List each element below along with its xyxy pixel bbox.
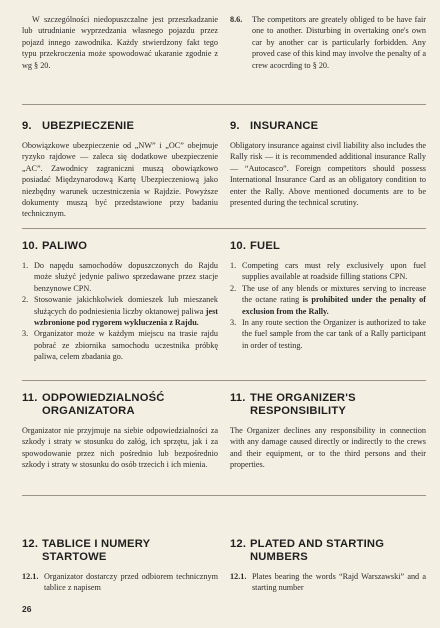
- section-divider: [22, 228, 426, 229]
- intro-block-pl: [22, 14, 218, 71]
- section-heading: 9. UBEZPIECZENIE: [22, 120, 135, 132]
- list-item: 12.1. Organizator dostarczy przed odbiorem technicznym tablice z napisem: [22, 572, 218, 593]
- section-body: Organizator nie przyjmuje na siebie odpowiedzialności za szkody i straty w stosunku do załóg, ich sprzętu, jak i za spowodowanie przez nich pośrednio lub bezpośrednio szkody i straty w stosunku do osób trzecich i ich mienia.: [22, 426, 218, 470]
- numbered-list: [22, 260, 218, 363]
- section-11-en: [230, 392, 426, 471]
- section-heading: 11. THE ORGANIZER'S RESPONSIBILITY: [230, 392, 356, 417]
- section-divider: [22, 104, 426, 105]
- intro-paragraph: W szczególności niedopuszczalne jest przeszkadzanie lub utrudnianie wyprzedzania własnego pojazdu przez pojazd innego zawodnika. Każdy stwierdzony fakt tego typu przekroczenia może spowodować ukaranie zgodnie z wg § 20.: [22, 15, 218, 70]
- section-11-pl: [22, 392, 218, 471]
- list-item: 3. Organizator może w każdym miejscu na trasie rajdu pobrać ze zbiornika samochodu uczestnika próbkę paliwa, celem zbadania go.: [22, 329, 218, 362]
- intro-paragraph: 8.6. The competitors are greately obliged to be have fair one to another. Disturbing in overtaking one's own car by another car is particularly forbidden. Any proved case of this kind may involve the penalty of a crew acocrding to § 20.: [230, 15, 426, 70]
- section-10-pl: [22, 240, 218, 363]
- list-item: 2. The use of any blends or mixtures serving to increase the octane rating is prohibited under the penalty of exclusion from the Rally.: [230, 283, 426, 316]
- numbered-list: [230, 260, 426, 351]
- intro-block-en: [230, 14, 426, 71]
- list-item: 1. Competing cars must rely exclusively upon fuel supplies available at roadside filling stations CPN.: [230, 261, 426, 282]
- section-9-en: [230, 120, 426, 208]
- page-number: 26: [22, 604, 32, 614]
- section-heading: 10. PALIWO: [22, 240, 88, 252]
- section-12-pl: [22, 538, 218, 594]
- section-body: Obligatory insurance against civil liability also includes the Rally risk — it is recommended additional insurance Rally — “Autocasco”. Foreign competitors should possess International Insurance Card as an obligatory condition to enter the Rally. Above mentioned documents are to be presented during the technical scrutiny.: [230, 141, 426, 208]
- section-heading: 12. TABLICE I NUMERY STARTOWE: [22, 538, 151, 563]
- section-10-en: [230, 240, 426, 351]
- section-heading: 11. ODPOWIEDZIALNOŚĆ ORGANIZATORA: [22, 392, 165, 417]
- section-9-pl: [22, 120, 218, 220]
- section-heading: 10. FUEL: [230, 240, 281, 252]
- section-12-en: [230, 538, 426, 594]
- section-heading: 12. PLATED AND STARTING NUMBERS: [230, 538, 385, 563]
- section-heading: 9. INSURANCE: [230, 120, 319, 132]
- section-divider: [22, 495, 426, 496]
- list-item: 12.1. Plates bearing the words “Rajd Warszawski” and a starting number: [230, 572, 426, 593]
- section-body: The Organizer declines any responsibility in connection with any damage caused directly or indirectly to the crews and their equipment, or to the third persons and their properties.: [230, 426, 426, 470]
- section-body: Obowiązkowe ubezpieczenie od „NW” i „OC” obejmuje ryzyko rajdowe — zaleca się dodatkowe ubezpieczenie „AC”. Zawodnicy zagraniczni muszą obowiązkowo posiadać Międzynarodową Kartę Ubezpieczeniową jako niezbędny warunek uczestniczenia w Rajdzie. Powyższe dokumenty muszą być przedstawione przy badaniu technicznym.: [22, 141, 218, 219]
- list-item: 2. Stosowanie jakichkolwiek domieszek lub mieszanek służących do podniesienia liczby oktanowej paliwa jest wzbronione pod rygorem wykluczenia z Rajdu.: [22, 295, 218, 328]
- list-item: 1. Do napędu samochodów dopuszczonych do Rajdu może służyć jedynie paliwo sprzedawane przez stacje benzynowe CPN.: [22, 261, 218, 293]
- section-divider: [22, 380, 426, 381]
- list-item: 3. In any route section the Organizer is authorized to take the fuel sample from the car tank of a Rally participant in order of testing.: [230, 318, 426, 350]
